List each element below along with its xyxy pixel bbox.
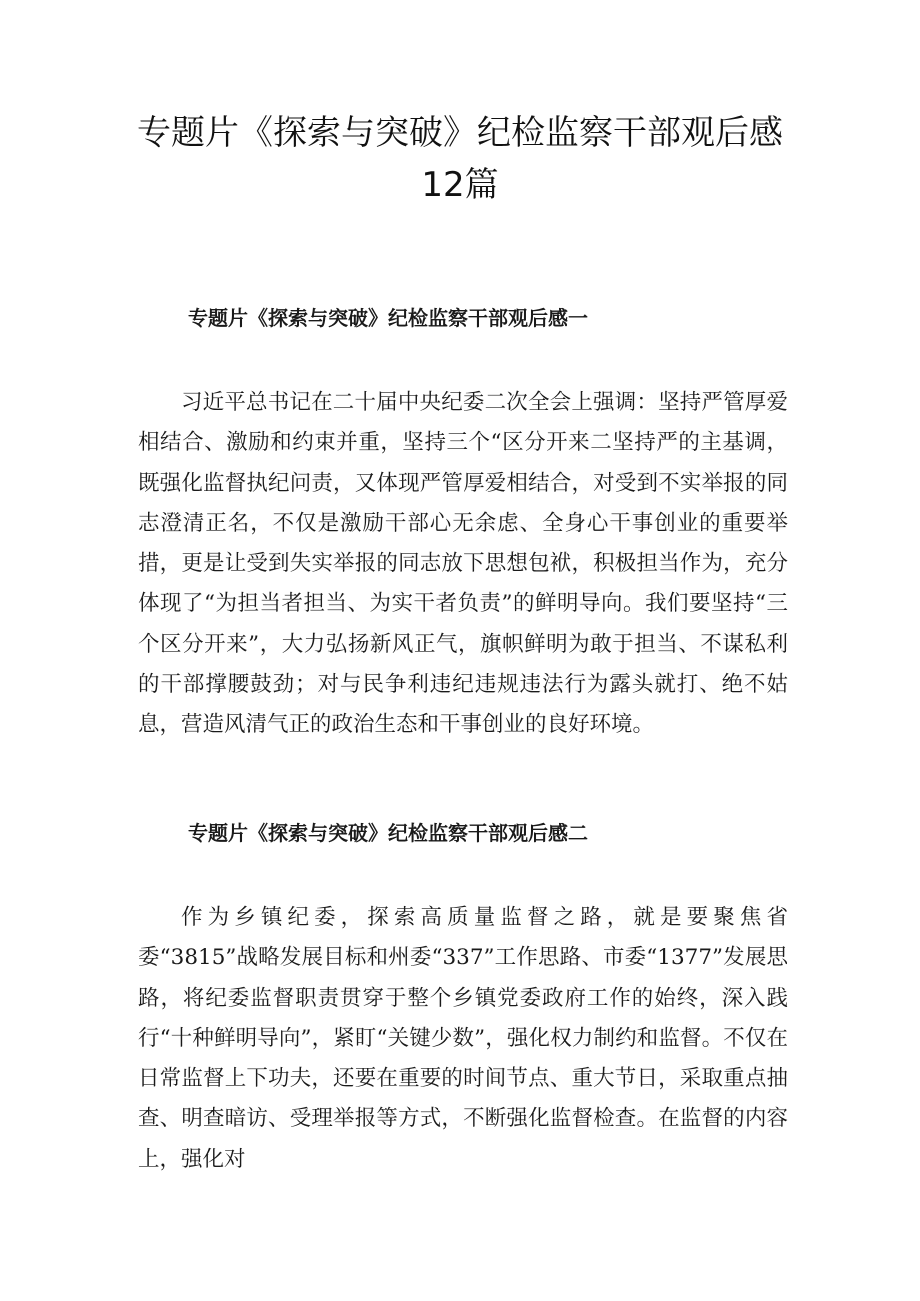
section-2-heading: 专题片《探索与突破》纪检监察干部观后感二	[188, 821, 588, 845]
section-1-heading: 专题片《探索与突破》纪检监察干部观后感一	[188, 306, 588, 330]
section-1-body: 习近平总书记在二十届中央纪委二次全会上强调：坚持严管厚爱相结合、激励和约束并重，坚持三个“区分开来二坚持严的主基调，既强化监督执纪问责，又体现严管厚爱相结合，对受到不实举报的同志澄清正名，不仅是激励干部心无余虑、全身心干事创业的重要举措，更是让受到失实举报的同志放下思想包袱，积极担当作为，充分体现了“为担当者担当、为实干者负责”的鲜明导向。我们要坚持“三个区分开来”，大力弘扬新风正气，旗帜鲜明为敢于担当、不谋私利的干部撑腰鼓劲；对与民争利违纪违规违法行为露头就打、绝不姑息，营造风清气正的政治生态和干事创业的良好环境。	[138, 390, 788, 738]
document-title-line2: 12篇	[421, 165, 499, 205]
section-2-body: 作为乡镇纪委，探索高质量监督之路，就是要聚焦省委“3815”战略发展目标和州委“337”工作思路、市委“1377”发展思路，将纪委监督职责贯穿于整个乡镇党委政府工作的始终，深入践行“十种鲜明导向”，紧盯“关键少数”，强化权力制约和监督。不仅在日常监督上下功夫，还要在重要的时间节点、重大节日，采取重点抽查、明查暗访、受理举报等方式，不断强化监督检查。在监督的内容上，强化对	[138, 905, 788, 1172]
document-title-line1: 专题片《探索与突破》纪检监察干部观后感	[137, 113, 783, 153]
